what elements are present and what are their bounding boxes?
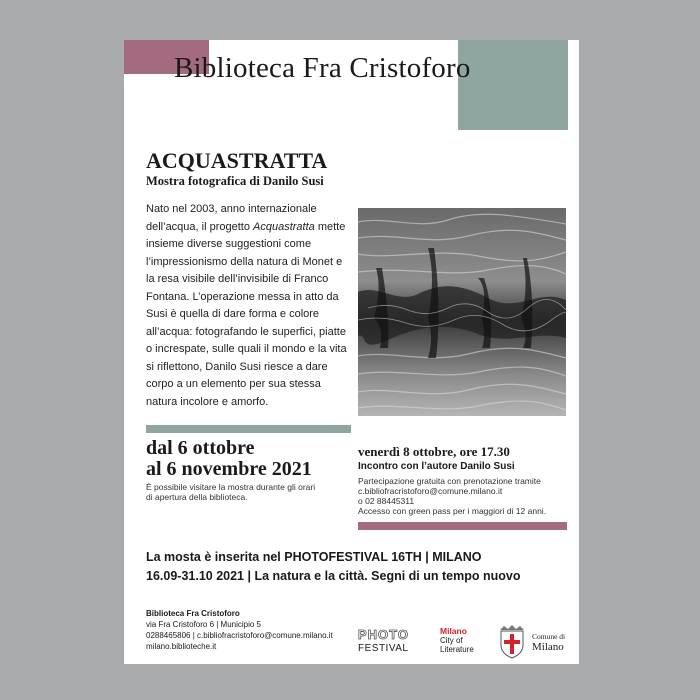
- event-email: c.bibliofracristoforo@comune.milano.it: [358, 486, 503, 496]
- teal-accent-block: [458, 40, 568, 130]
- date-start: dal 6 ottobre: [146, 437, 255, 459]
- milano-city-of-literature-logo: [440, 627, 485, 654]
- milano-logo-line: Literature: [440, 645, 474, 654]
- address-contacts: 0288465806 | c.bibliofracristoforo@comune.milano.it: [146, 631, 333, 640]
- address-street: via Fra Cristoforo 6 | Municipio 5: [146, 620, 262, 629]
- event-info-line: Partecipazione gratuita con prenotazione tramite: [358, 476, 541, 486]
- festival-line: La mosta è inserita nel PHOTOFESTIVAL 16TH | MILANO: [146, 550, 482, 564]
- event-info: [358, 476, 546, 516]
- photofestival-logo-top: PHOTO: [358, 627, 409, 642]
- festival-note: [146, 548, 520, 586]
- description-part: Nato nel 2003, anno internazionale dell’acqua, il progetto: [146, 203, 317, 233]
- address-name: Biblioteca Fra Cristoforo: [146, 609, 240, 618]
- description-project-name: Acquastratta: [253, 220, 315, 233]
- dates-note-line: di apertura della biblioteca.: [146, 492, 248, 502]
- milano-coat-of-arms-icon: [497, 625, 527, 659]
- description-part: mette insieme diverse suggestioni come l’impressionismo della natura di Monet e la resa visibile dell’invisibile di Franco Fontana. L’operazione messa in atto da Susi è quella di dare forma e colore all’acqua: fotografando le superfici, piatte o increspate, sulle quali il mondo e la vita si riflettono, Danilo Susi riesce a dare corpo a un elemento per sua stessa natura incolore e amorfo.: [146, 220, 347, 408]
- exhibition-dates: [146, 438, 312, 480]
- exhibition-description: [146, 201, 351, 411]
- comune-small-text: Comune di: [532, 632, 566, 641]
- dates-note: [146, 482, 315, 502]
- comune-big-text: Milano: [532, 641, 564, 653]
- event-info-line: Accesso con green pass per i maggiori di 12 anni.: [358, 506, 547, 516]
- event-date: venerdì 8 ottobre, ore 17.30: [358, 444, 510, 459]
- exhibition-subtitle: Mostra fotografica di Danilo Susi: [146, 174, 324, 188]
- address-website: milano.biblioteche.it: [146, 642, 217, 651]
- festival-line: 16.09-31.10 2021 | La natura e la città. Segni di un tempo nuovo: [146, 569, 521, 583]
- pink-divider: [358, 522, 567, 530]
- exhibition-title: ACQUASTRATTA: [146, 148, 328, 173]
- water-reflection-image: [358, 208, 566, 416]
- poster: [124, 40, 579, 664]
- teal-divider: [146, 425, 351, 433]
- water-photograph: [358, 208, 566, 416]
- date-end: al 6 novembre 2021: [146, 458, 312, 480]
- photofestival-logo-bottom: FESTIVAL: [358, 643, 409, 654]
- library-title: Biblioteca Fra Cristoforo: [174, 52, 471, 84]
- event-title: Incontro con l’autore Danilo Susi: [358, 461, 515, 472]
- milano-logo-line: City of: [440, 636, 463, 645]
- event-phone: o 02 88445311: [358, 496, 415, 506]
- photofestival-logo: [358, 627, 420, 654]
- dates-note-line: È possibile visitare la mostra durante gli orari: [146, 482, 316, 492]
- library-address: [146, 608, 333, 652]
- milano-logo-line: Milano: [440, 626, 467, 636]
